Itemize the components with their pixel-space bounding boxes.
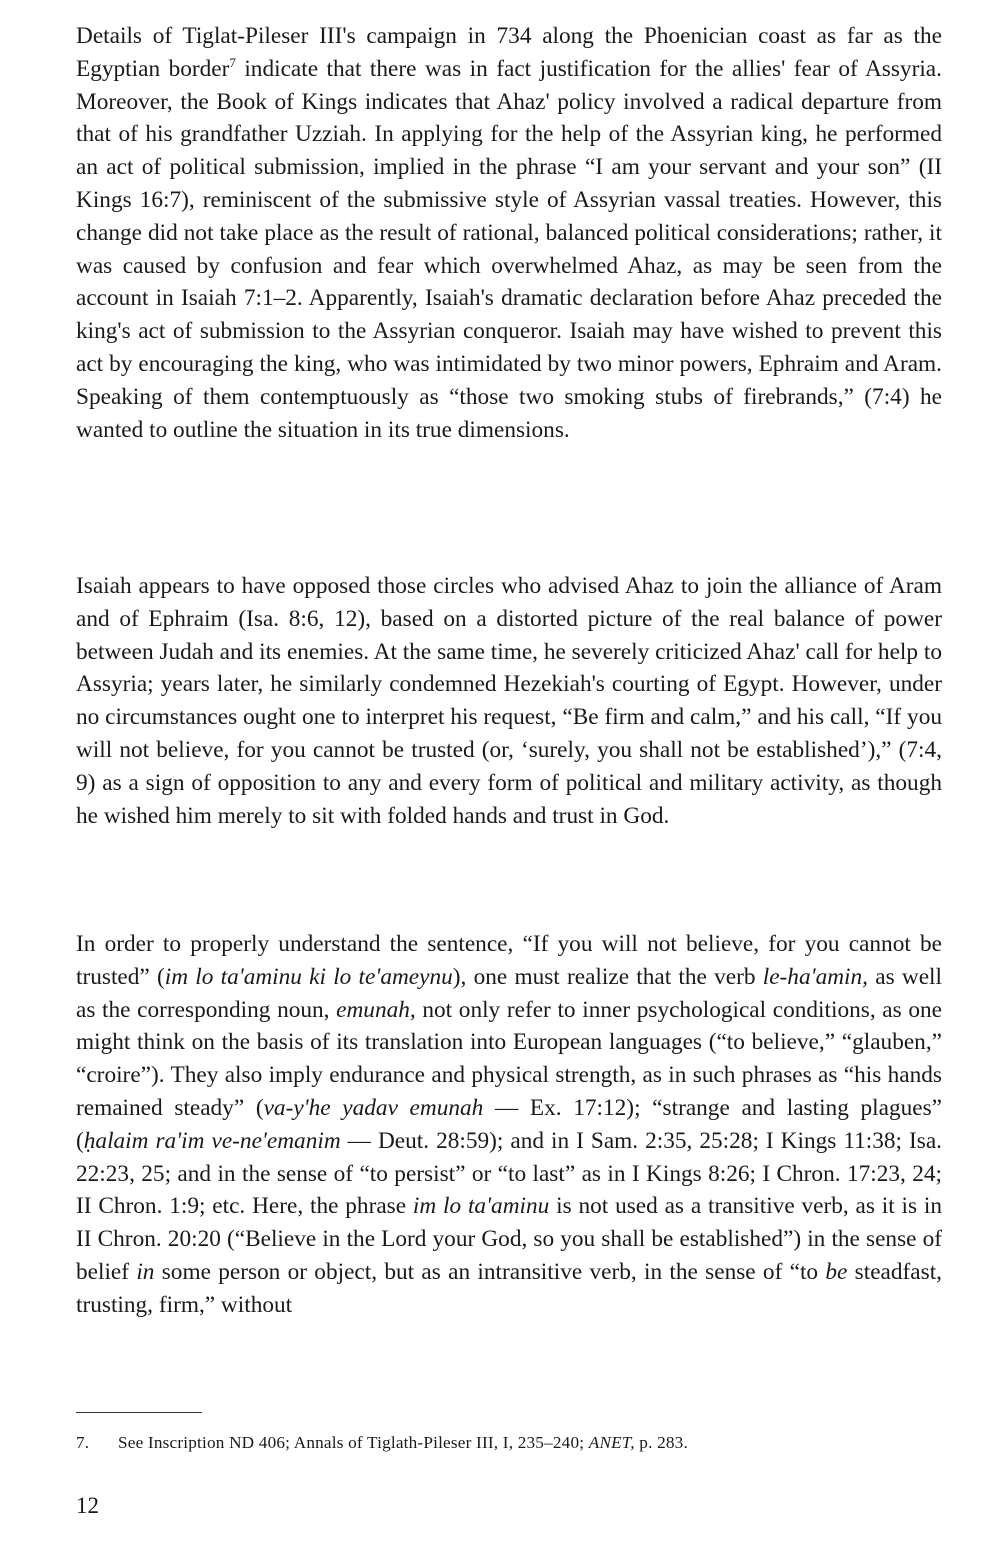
italic-term: emunah, xyxy=(336,996,416,1023)
italic-term: le-ha'amin, xyxy=(762,963,869,990)
text-run: is not used as a transitive verb, as it is in II Chron. 20:20 (“Believe in the Lord your God, so you shall be established”) in the sense of belief xyxy=(76,1193,942,1285)
footnote xyxy=(76,1432,688,1454)
text-run: — Ex. 17:12); “strange and lasting plagues” ( xyxy=(76,1094,942,1154)
footnote-number: 7. xyxy=(76,1433,90,1452)
footnote-text xyxy=(118,1433,688,1452)
paragraph-3 xyxy=(76,928,942,1322)
italic-term: ANET, xyxy=(588,1433,635,1452)
paragraph-1 xyxy=(76,20,942,446)
text-run: not only refer to inner psychological conditions, as one might think on the basis of its translation into European languages (“to believe,” “glauben,” “croire”). They also imply endurance and physical strength, as in such phrases as “his hands remained steady” ( xyxy=(76,996,942,1121)
italic-term: in xyxy=(136,1258,155,1285)
paragraph-2 xyxy=(76,570,942,832)
text-run: — Deut. 28:59); and in I Sam. 2:35, 25:28; I Kings 11:38; Isa. 22:23, 25; and in the sense of “to persist” or “to last” as in I Kings 8:26; I Chron. 17:23, 24; II Chron. 1:9; etc. Here, the phrase xyxy=(76,1127,942,1220)
italic-term: ḥalaim ra'im ve-ne'emanim xyxy=(83,1127,341,1154)
footnote-reference: 7 xyxy=(229,55,236,71)
italic-term: im lo ta'aminu xyxy=(412,1193,550,1220)
text-run: In order to properly understand the sentence, “If you will not believe, for you cannot be trusted” ( xyxy=(76,931,942,990)
page-number: 12 xyxy=(76,1493,99,1518)
text-run: p. 283. xyxy=(634,1433,688,1452)
italic-term: im lo ta'aminu ki lo te'ameynu xyxy=(164,963,453,990)
text-run: some person or object, but as an intransitive verb, in the sense of “to xyxy=(154,1258,826,1285)
text-run: ), one must realize that the verb xyxy=(452,963,763,990)
text-run: Isaiah appears to have opposed those circles who advised Ahaz to join the alliance of Aram and of Ephraim (Isa. 8:6, 12), based on a distorted picture of the real balance of power between Judah and its enemies. At the same time, he severely criticized Ahaz' call for help to Assyria; years later, he similarly condemned Hezekiah's courting of Egypt. However, under no circumstances ought one to interpret his request, “Be firm and calm,” and his call, “If you will not believe, for you cannot be trusted (or, ‘surely, you shall not be established’),” (7:4, 9) as a sign of opposition to any and every form of political and military activity, as though he wished him merely to sit with folded hands and trust in God. xyxy=(76,573,942,829)
text-run: as well as the corresponding noun, xyxy=(76,963,942,1023)
text-run: Details of Tiglat-Pileser III's campaign in 734 along the Phoenician coast as far as the Egyptian border xyxy=(76,23,942,82)
text-run: steadfast, trusting, firm,” without xyxy=(76,1258,942,1318)
italic-term: be xyxy=(825,1258,848,1285)
footnote-separator xyxy=(76,1412,202,1413)
text-run: See Inscription ND 406; Annals of Tiglath-Pileser III, I, 235–240; xyxy=(118,1433,589,1452)
italic-term: va-y'he yadav emunah xyxy=(263,1094,484,1121)
text-run: indicate that there was in fact justification for the allies' fear of Assyria. Moreover, the Book of Kings indicates that Ahaz' policy involved a radical departure from that of his grandfather Uzziah. In applying for the help of the Assyrian king, he performed an act of political submission, implied in the phrase “I am your servant and your son” (II Kings 16:7), reminiscent of the submissive style of Assyrian vassal treaties. However, this change did not take place as the result of rational, balanced political considerations; rather, it was caused by confusion and fear which overwhelmed Ahaz, as may be seen from the account in Isaiah 7:1–2. Apparently, Isaiah's dramatic declaration before Ahaz preceded the king's act of submission to the Assyrian conqueror. Isaiah may have wished to prevent this act by encouraging the king, who was intimidated by two minor powers, Ephraim and Aram. Speaking of them contemptuously as “those two smoking stubs of firebrands,” (7:4) he wanted to outline the situation in its true dimensions. xyxy=(76,55,942,443)
